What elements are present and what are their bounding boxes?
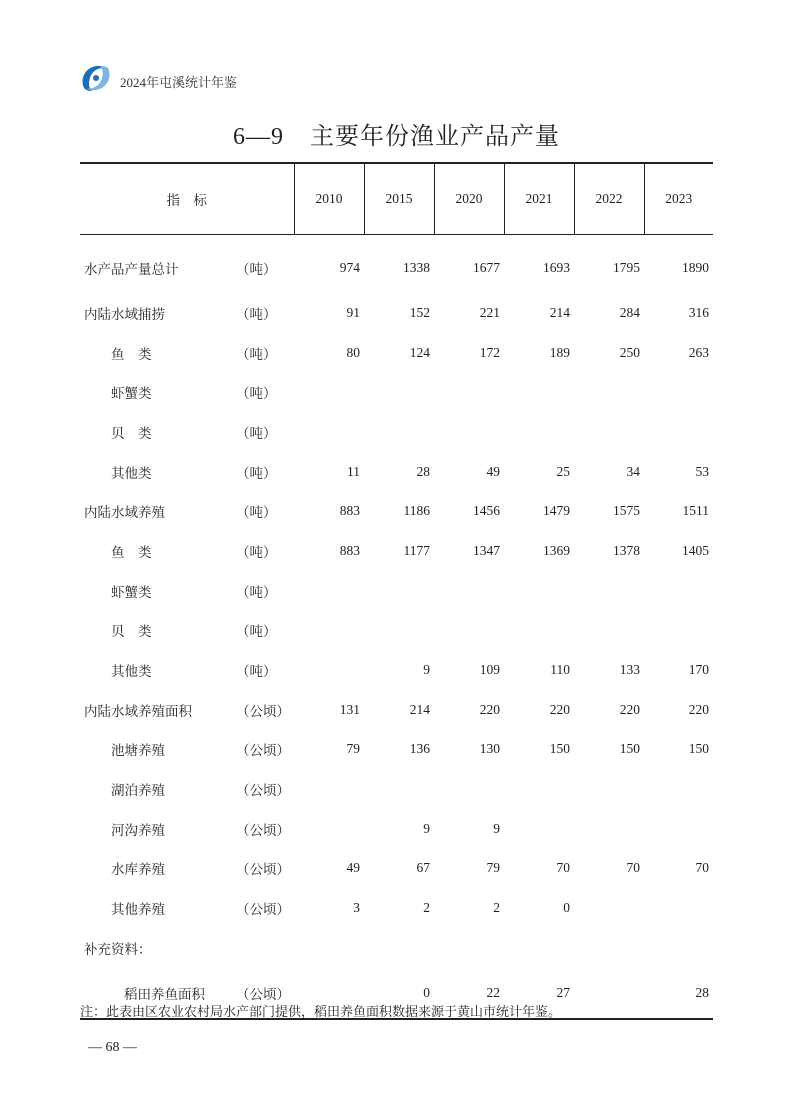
value-cell: [504, 769, 574, 809]
value-cell: 1795: [613, 260, 640, 275]
value-cell: [434, 412, 504, 452]
value-cell: [504, 571, 574, 611]
value-cell: 9: [423, 820, 430, 836]
unit-label: （吨）: [236, 425, 277, 441]
table-row: [80, 611, 713, 651]
value-cell: [504, 412, 574, 452]
table-row: [80, 769, 713, 809]
unit-label: （吨）: [236, 465, 277, 481]
value-cell: [294, 372, 364, 412]
value-cell: 883: [339, 503, 360, 519]
unit-label: （公顷）: [236, 862, 290, 878]
indicator-name: 补充资料：: [84, 941, 152, 957]
value-cell: 263: [688, 344, 709, 360]
indicator-name: 稻田养鱼面积: [124, 986, 205, 1002]
value-cell: [574, 571, 644, 611]
value-cell: [434, 928, 504, 968]
value-cell: 1338: [403, 260, 430, 275]
year-column-header: 2021: [504, 163, 574, 235]
unit-label: （吨）: [236, 346, 277, 362]
table-row: [80, 372, 713, 412]
table-number: 6—9: [233, 124, 284, 150]
value-cell: 1890: [682, 260, 709, 275]
unit-label: （吨）: [236, 386, 277, 402]
unit-label: （公顷）: [236, 703, 290, 719]
year-column-header: 2020: [434, 163, 504, 235]
fishery-output-table: [80, 162, 713, 1020]
value-cell: 67: [416, 860, 430, 876]
value-cell: [434, 571, 504, 611]
indicator-name: 虾蟹类: [111, 584, 152, 600]
value-cell: 220: [619, 701, 640, 717]
table-header-row: [80, 163, 713, 235]
value-cell: [504, 611, 574, 651]
value-cell: [364, 571, 434, 611]
value-cell: 124: [409, 344, 430, 360]
value-cell: 1479: [543, 503, 570, 519]
value-cell: 172: [479, 344, 500, 360]
indicator-name: 水产品产量总计: [84, 262, 179, 277]
indicator-name: 内陆水域养殖面积: [84, 703, 192, 719]
table-row: [80, 928, 713, 968]
table-row: [80, 293, 713, 333]
value-cell: 220: [549, 701, 570, 717]
value-cell: [644, 412, 713, 452]
value-cell: 2: [493, 900, 500, 916]
indicator-name: 内陆水域养殖: [84, 505, 165, 521]
value-cell: [294, 809, 364, 849]
value-cell: 214: [409, 701, 430, 717]
unit-label: （吨）: [236, 584, 277, 600]
table-row: [80, 491, 713, 531]
value-cell: 109: [479, 662, 500, 678]
value-cell: [434, 372, 504, 412]
value-cell: 1511: [682, 503, 709, 519]
page-number: — 68 —: [88, 1040, 137, 1055]
table-row: [80, 730, 713, 770]
value-cell: [574, 611, 644, 651]
table-title-text: 主要年份渔业产品产量: [310, 124, 560, 150]
table-row: [80, 849, 713, 889]
unit-label: （公顷）: [236, 902, 290, 918]
book-title: 2024年屯溪统计年鉴: [120, 74, 238, 90]
value-cell: 1575: [613, 503, 640, 519]
table-row: [80, 452, 713, 492]
indicator-name: 其他养殖: [111, 902, 165, 918]
value-cell: [294, 769, 364, 809]
value-cell: 0: [364, 968, 434, 1019]
value-cell: 70: [556, 860, 570, 876]
value-cell: 133: [619, 662, 640, 678]
value-cell: 220: [688, 701, 709, 717]
value-cell: 49: [486, 463, 500, 479]
value-cell: [574, 412, 644, 452]
value-cell: [294, 412, 364, 452]
value-cell: 28: [644, 968, 713, 1019]
unit-label: （公顷）: [236, 783, 290, 799]
indicator-name: 内陆水域捕捞: [84, 306, 165, 322]
yearbook-logo-icon: [78, 60, 114, 96]
value-cell: [644, 372, 713, 412]
indicator-name: 鱼 类: [111, 346, 152, 362]
value-cell: [574, 809, 644, 849]
indicator-column-header: 指 标: [80, 163, 294, 235]
value-cell: 28: [416, 463, 430, 479]
value-cell: 214: [549, 304, 570, 320]
value-cell: 2: [423, 900, 430, 916]
year-column-header: 2015: [364, 163, 434, 235]
value-cell: [644, 809, 713, 849]
value-cell: 1177: [403, 542, 430, 558]
value-cell: 131: [339, 701, 360, 717]
value-cell: [294, 611, 364, 651]
unit-label: （吨）: [236, 544, 277, 560]
table-row: [80, 690, 713, 730]
value-cell: [434, 611, 504, 651]
unit-label: （吨）: [236, 306, 277, 322]
page-header: [78, 60, 237, 96]
value-cell: [294, 571, 364, 611]
value-cell: 34: [626, 463, 640, 479]
value-cell: 70: [626, 860, 640, 876]
value-cell: [364, 928, 434, 968]
value-cell: 883: [339, 542, 360, 558]
table-row: [80, 571, 713, 611]
value-cell: [434, 769, 504, 809]
indicator-name: 水库养殖: [111, 862, 165, 878]
value-cell: [574, 888, 644, 928]
table-row: [80, 412, 713, 452]
unit-label: （公顷）: [236, 986, 290, 1002]
value-cell: 70: [695, 860, 709, 876]
value-cell: 11: [347, 463, 360, 479]
value-cell: [644, 928, 713, 968]
value-cell: 189: [549, 344, 570, 360]
value-cell: 136: [409, 741, 430, 757]
value-cell: [574, 928, 644, 968]
indicator-name: 鱼 类: [111, 544, 152, 560]
value-cell: 250: [619, 344, 640, 360]
value-cell: 170: [688, 662, 709, 678]
value-cell: [574, 769, 644, 809]
value-cell: 1693: [543, 260, 570, 275]
value-cell: 22: [434, 968, 504, 1019]
value-cell: [644, 571, 713, 611]
table-note: 注：此表由区农业农村局水产部门提供，稻田养鱼面积数据来源于黄山市统计年鉴。: [80, 1004, 562, 1019]
value-cell: 150: [619, 741, 640, 757]
value-cell: 91: [346, 304, 360, 320]
value-cell: [364, 611, 434, 651]
table-row: [80, 809, 713, 849]
value-cell: [364, 412, 434, 452]
value-cell: 1405: [682, 542, 709, 558]
table-title: [0, 116, 793, 151]
unit-label: （公顷）: [236, 743, 290, 759]
value-cell: 974: [339, 260, 360, 275]
value-cell: 221: [479, 304, 500, 320]
indicator-name: 贝 类: [111, 624, 152, 640]
value-cell: [294, 650, 364, 690]
value-cell: 1347: [473, 542, 500, 558]
value-cell: 152: [409, 304, 430, 320]
value-cell: 220: [479, 701, 500, 717]
year-column-header: 2023: [644, 163, 713, 235]
value-cell: 80: [346, 344, 360, 360]
table-row: [80, 531, 713, 571]
value-cell: [504, 372, 574, 412]
value-cell: 0: [563, 900, 570, 916]
value-cell: 1456: [473, 503, 500, 519]
unit-label: （吨）: [236, 664, 277, 680]
value-cell: 79: [346, 741, 360, 757]
value-cell: [504, 928, 574, 968]
indicator-name: 河沟养殖: [111, 822, 165, 838]
value-cell: [364, 372, 434, 412]
indicator-name: 池塘养殖: [111, 743, 165, 759]
value-cell: [294, 928, 364, 968]
value-cell: 150: [549, 741, 570, 757]
value-cell: 1378: [613, 542, 640, 558]
indicator-name: 其他类: [111, 465, 152, 481]
value-cell: 27: [504, 968, 574, 1019]
table-row: [80, 235, 713, 294]
value-cell: 79: [486, 860, 500, 876]
value-cell: 25: [556, 463, 570, 479]
table-row: [80, 888, 713, 928]
value-cell: 9: [493, 820, 500, 836]
indicator-name: 其他类: [111, 664, 152, 680]
value-cell: 130: [479, 741, 500, 757]
indicator-name: 湖泊养殖: [111, 783, 165, 799]
year-column-header: 2022: [574, 163, 644, 235]
value-cell: 49: [346, 860, 360, 876]
unit-label: （吨）: [236, 262, 277, 277]
value-cell: 150: [688, 741, 709, 757]
value-cell: 3: [353, 900, 360, 916]
value-cell: [574, 968, 644, 1019]
value-cell: 316: [688, 304, 709, 320]
value-cell: [574, 372, 644, 412]
table-row: [80, 650, 713, 690]
unit-label: （吨）: [236, 505, 277, 521]
value-cell: 1677: [473, 260, 500, 275]
indicator-name: 贝 类: [111, 425, 152, 441]
value-cell: 1369: [543, 542, 570, 558]
value-cell: [644, 769, 713, 809]
year-column-header: 2010: [294, 163, 364, 235]
value-cell: [504, 809, 574, 849]
value-cell: [644, 888, 713, 928]
table-row: [80, 333, 713, 373]
value-cell: 110: [550, 662, 570, 678]
unit-label: （吨）: [236, 624, 277, 640]
value-cell: 284: [619, 304, 640, 320]
value-cell: [364, 769, 434, 809]
value-cell: 1186: [403, 503, 430, 519]
value-cell: [644, 611, 713, 651]
indicator-name: 虾蟹类: [111, 386, 152, 402]
value-cell: 9: [423, 662, 430, 678]
value-cell: 53: [695, 463, 709, 479]
unit-label: （公顷）: [236, 822, 290, 838]
